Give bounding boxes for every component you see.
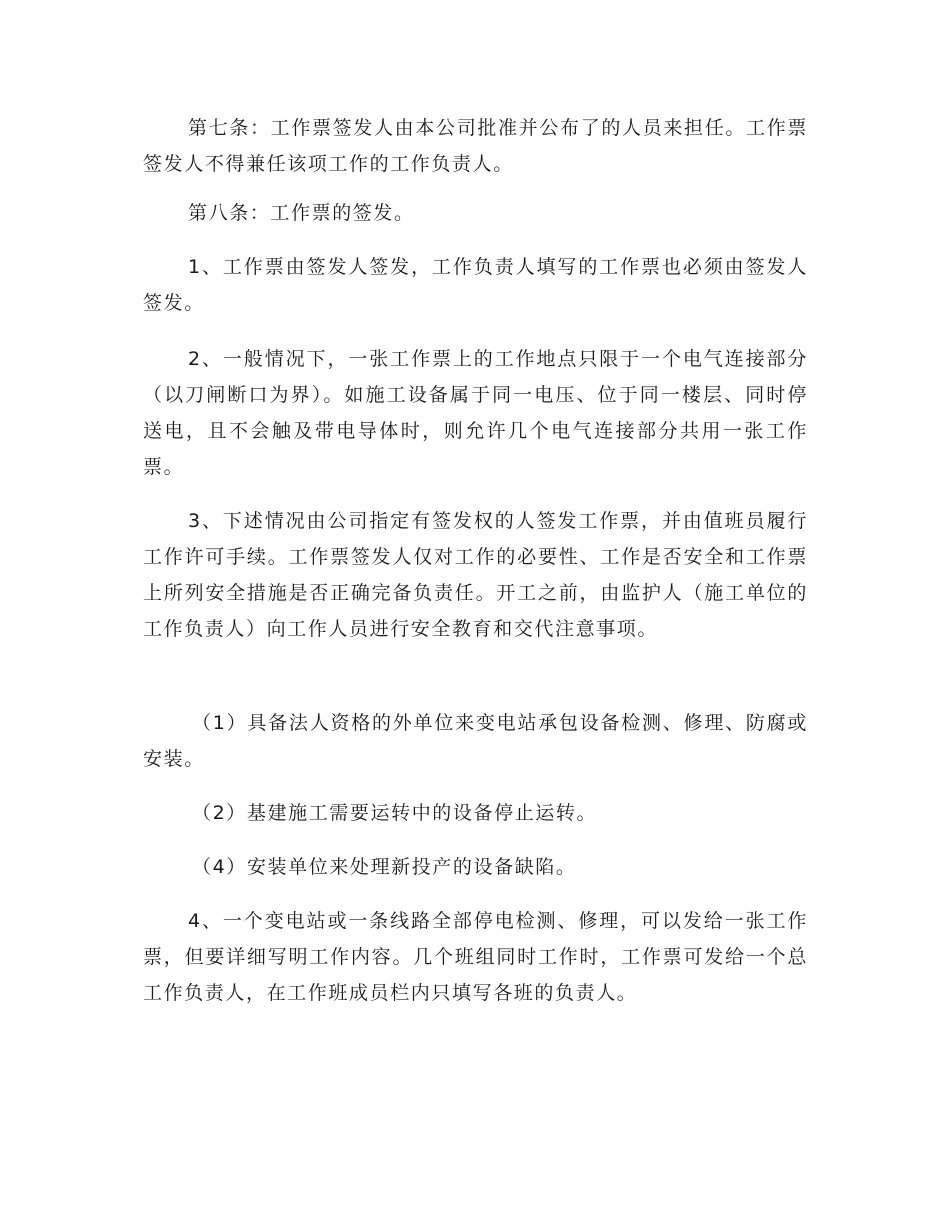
item-2-paragraph: 2、一般情况下，一张工作票上的工作地点只限于一个电气连接部分（以刀闸断口为界）。如施工设备属于同一电压、位于同一楼层、同时停送电，且不会触及带电导体时，则允许几个电气连接部分共用一张工作票。 (143, 348, 808, 478)
subitem-1-paragraph: （1）具备法人资格的外单位来变电站承包设备检测、修理、防腐或安装。 (143, 712, 808, 770)
item-1-paragraph: 1、工作票由签发人签发，工作负责人填写的工作票也必须由签发人签发。 (143, 256, 808, 314)
item-4-paragraph: 4、一个变电站或一条线路全部停电检测、修理，可以发给一张工作票，但要详细写明工作内容。几个班组同时工作时，工作票可发给一个总工作负责人，在工作班成员栏内只填写各班的负责人。 (143, 910, 808, 1004)
subitem-4-paragraph: （4）安装单位来处理新投产的设备缺陷。 (192, 856, 577, 878)
subitem-2-paragraph: （2）基建施工需要运转中的设备停止运转。 (192, 802, 598, 824)
item-3-paragraph: 3、下述情况由公司指定有签发权的人签发工作票，并由值班员履行工作许可手续。工作票签发人仅对工作的必要性、工作是否安全和工作票上所列安全措施是否正确完备负责任。开工之前，由监护人（施工单位的工作负责人）向工作人员进行安全教育和交代注意事项。 (143, 510, 808, 640)
article-7-paragraph: 第七条：工作票签发人由本公司批准并公布了的人员来担任。工作票签发人不得兼任该项工作的工作负责人。 (143, 117, 808, 175)
article-8-heading: 第八条：工作票的签发。 (188, 202, 415, 224)
